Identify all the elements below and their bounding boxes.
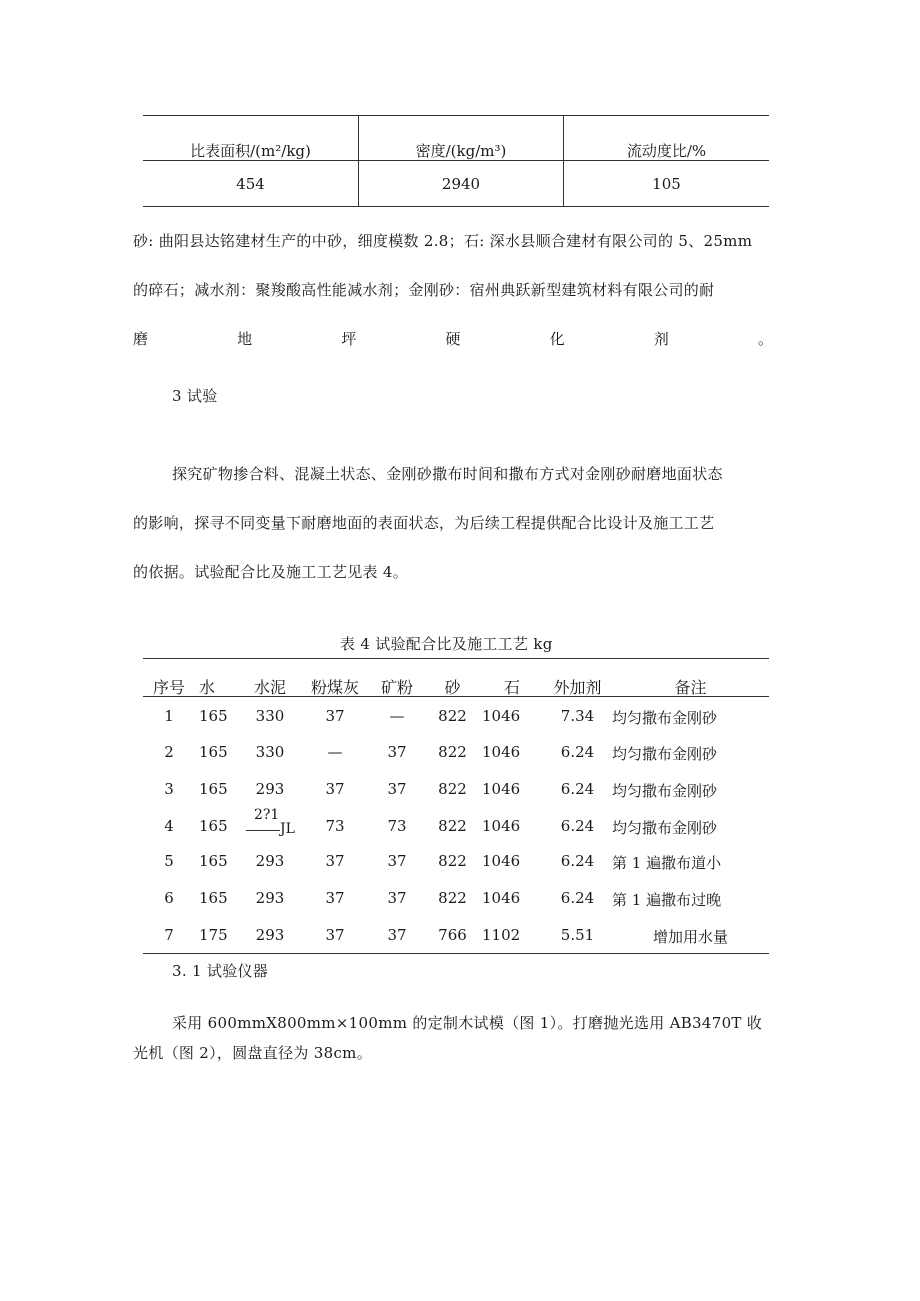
- spread-char: 地: [237, 330, 253, 348]
- table-cell: 73: [325, 817, 345, 835]
- table-cell: 293: [255, 926, 285, 944]
- table-header-cell: 砂: [444, 678, 461, 697]
- table-cell: 37: [387, 743, 407, 761]
- table-cell: 4: [164, 817, 174, 835]
- table-cell: 6.24: [560, 780, 595, 798]
- table-cell: 165: [199, 743, 228, 761]
- table-header-cell: 水泥: [253, 678, 286, 697]
- garbled-top-text: 2?1: [254, 807, 280, 823]
- table-cell: 37: [387, 780, 407, 798]
- table-cell: 1046: [482, 817, 521, 835]
- section-paragraph-line: 探究矿物掺合料、混凝土状态、金刚砂撒布时间和撒布方式对金刚砂耐磨地面状态: [172, 465, 723, 483]
- table-cell: 6.24: [560, 817, 595, 835]
- table-header-cell: 比表面积/(m²/kg): [190, 142, 311, 160]
- subsection-heading: 3. 1 试验仪器: [172, 962, 269, 980]
- section-paragraph-line: 的影响，探寻不同变量下耐磨地面的表面状态，为后续工程提供配合比设计及施工工艺: [133, 514, 715, 532]
- garbled-bottom-text: JL: [280, 821, 295, 837]
- table-cell: 5.51: [560, 926, 595, 944]
- spread-char: 剂: [653, 330, 669, 348]
- table-cell: 均匀撒布金刚砂: [612, 709, 718, 727]
- table-cell: 均匀撒布金刚砂: [612, 782, 718, 800]
- table-cell: 822: [438, 743, 467, 761]
- table-cell: 165: [199, 817, 228, 835]
- table-cell: 37: [387, 852, 407, 870]
- table-cell: —: [389, 707, 405, 725]
- table-cell: 7: [164, 926, 174, 944]
- spread-char: 磨: [133, 330, 149, 348]
- table-cell: 2: [164, 743, 174, 761]
- table-cell: 37: [325, 707, 345, 725]
- table-bottom-rule: [143, 206, 769, 207]
- materials-line-1: 砂: 曲阳县达铭建材生产的中砂，细度模数 2.8；石: 深水县顺合建材有限公司的 5、25mm: [133, 232, 753, 250]
- table-cell: 822: [438, 817, 467, 835]
- table-cell: 1046: [482, 780, 521, 798]
- table-cell: 330: [255, 707, 285, 725]
- table-top-rule: [143, 658, 769, 659]
- table-cell: 293: [255, 780, 285, 798]
- subsection-paragraph-line: 采用 600mmX800mm×100mm 的定制木试模（图 1）。打磨抛光选用 AB3470T 收: [172, 1014, 763, 1032]
- table-cell: 增加用水量: [652, 928, 728, 946]
- table-cell: —: [327, 743, 343, 761]
- table-header-cell: 密度/(kg/m³): [415, 142, 507, 160]
- table-cell: 37: [325, 780, 345, 798]
- table-cell: 1102: [482, 926, 521, 944]
- table-cell: 175: [199, 926, 228, 944]
- materials-line-2: 的碎石；减水剂：聚羧酸高性能减水剂；金刚砂：宿州典跃新型建筑材料有限公司的耐: [133, 281, 715, 299]
- table-value-cell: 454: [236, 175, 265, 193]
- table-cell: 1046: [482, 743, 521, 761]
- table-cell: 37: [387, 889, 407, 907]
- spread-char: 硬: [445, 330, 461, 348]
- table-cell: 822: [438, 780, 467, 798]
- table-cell: 330: [255, 743, 285, 761]
- table-cell: 第 1 遍撒布道小: [612, 854, 722, 872]
- table-cell: 165: [199, 707, 228, 725]
- table-cell: 822: [438, 852, 467, 870]
- table-cell: 6.24: [560, 852, 595, 870]
- table-header-cell: 矿粉: [380, 678, 413, 697]
- table-cell: 165: [199, 889, 228, 907]
- table-cell: 5: [164, 852, 174, 870]
- table-bottom-rule: [143, 953, 769, 954]
- table-top-rule: [143, 115, 769, 116]
- section-heading: 3 试验: [172, 387, 218, 405]
- table-caption: 表 4 试验配合比及施工工艺 kg: [340, 635, 553, 653]
- table-cell: 37: [387, 926, 407, 944]
- table-cell: 1046: [482, 852, 521, 870]
- table-header-cell: 序号: [152, 678, 185, 697]
- table-value-cell: 2940: [441, 175, 481, 193]
- section-paragraph-line: 的依据。试验配合比及施工工艺见表 4。: [133, 563, 409, 581]
- spread-char: 化: [549, 330, 565, 348]
- spread-char: 坪: [341, 330, 357, 348]
- materials-line-3: [133, 328, 773, 349]
- table-cell: 73: [387, 817, 407, 835]
- table-cell: 293: [255, 889, 285, 907]
- table-cell: 37: [325, 852, 345, 870]
- table-header-cell: 粉煤灰: [310, 678, 359, 697]
- table-cell: 6.24: [560, 743, 595, 761]
- table-header-cell: 流动度比/%: [626, 142, 707, 160]
- table-cell: 1046: [482, 889, 521, 907]
- table-cell: 766: [438, 926, 467, 944]
- table-cell: 1: [164, 707, 174, 725]
- garbled-rule: [246, 830, 280, 831]
- table-cell: 3: [164, 780, 174, 798]
- table-cell: 165: [199, 852, 228, 870]
- table-cell: 37: [325, 889, 345, 907]
- table-header-cell: 外加剂: [553, 678, 602, 697]
- table-cell: 均匀撒布金刚砂: [612, 745, 718, 763]
- table-header-cell: 备注: [674, 678, 707, 697]
- table-cell: 822: [438, 707, 467, 725]
- table-header-cell: 水: [199, 678, 216, 697]
- table-cell: 均匀撒布金刚砂: [612, 819, 718, 837]
- table-cell: 165: [199, 780, 228, 798]
- table-cell: 6: [164, 889, 174, 907]
- subsection-paragraph-line: 光机（图 2），圆盘直径为 38cm。: [133, 1044, 372, 1062]
- table-cell: 1046: [482, 707, 521, 725]
- spread-char: 。: [757, 330, 773, 348]
- table-cell: 6.24: [560, 889, 595, 907]
- table-value-cell: 105: [652, 175, 681, 193]
- table-header-cell: 石: [503, 678, 520, 697]
- table-cell: 37: [325, 926, 345, 944]
- table-cell: 7.34: [560, 707, 595, 725]
- table-cell: 第 1 遍撒布过晚: [612, 891, 722, 909]
- table-cell-garbled: [242, 807, 298, 841]
- table-cell: 822: [438, 889, 467, 907]
- table-cell: 293: [255, 852, 285, 870]
